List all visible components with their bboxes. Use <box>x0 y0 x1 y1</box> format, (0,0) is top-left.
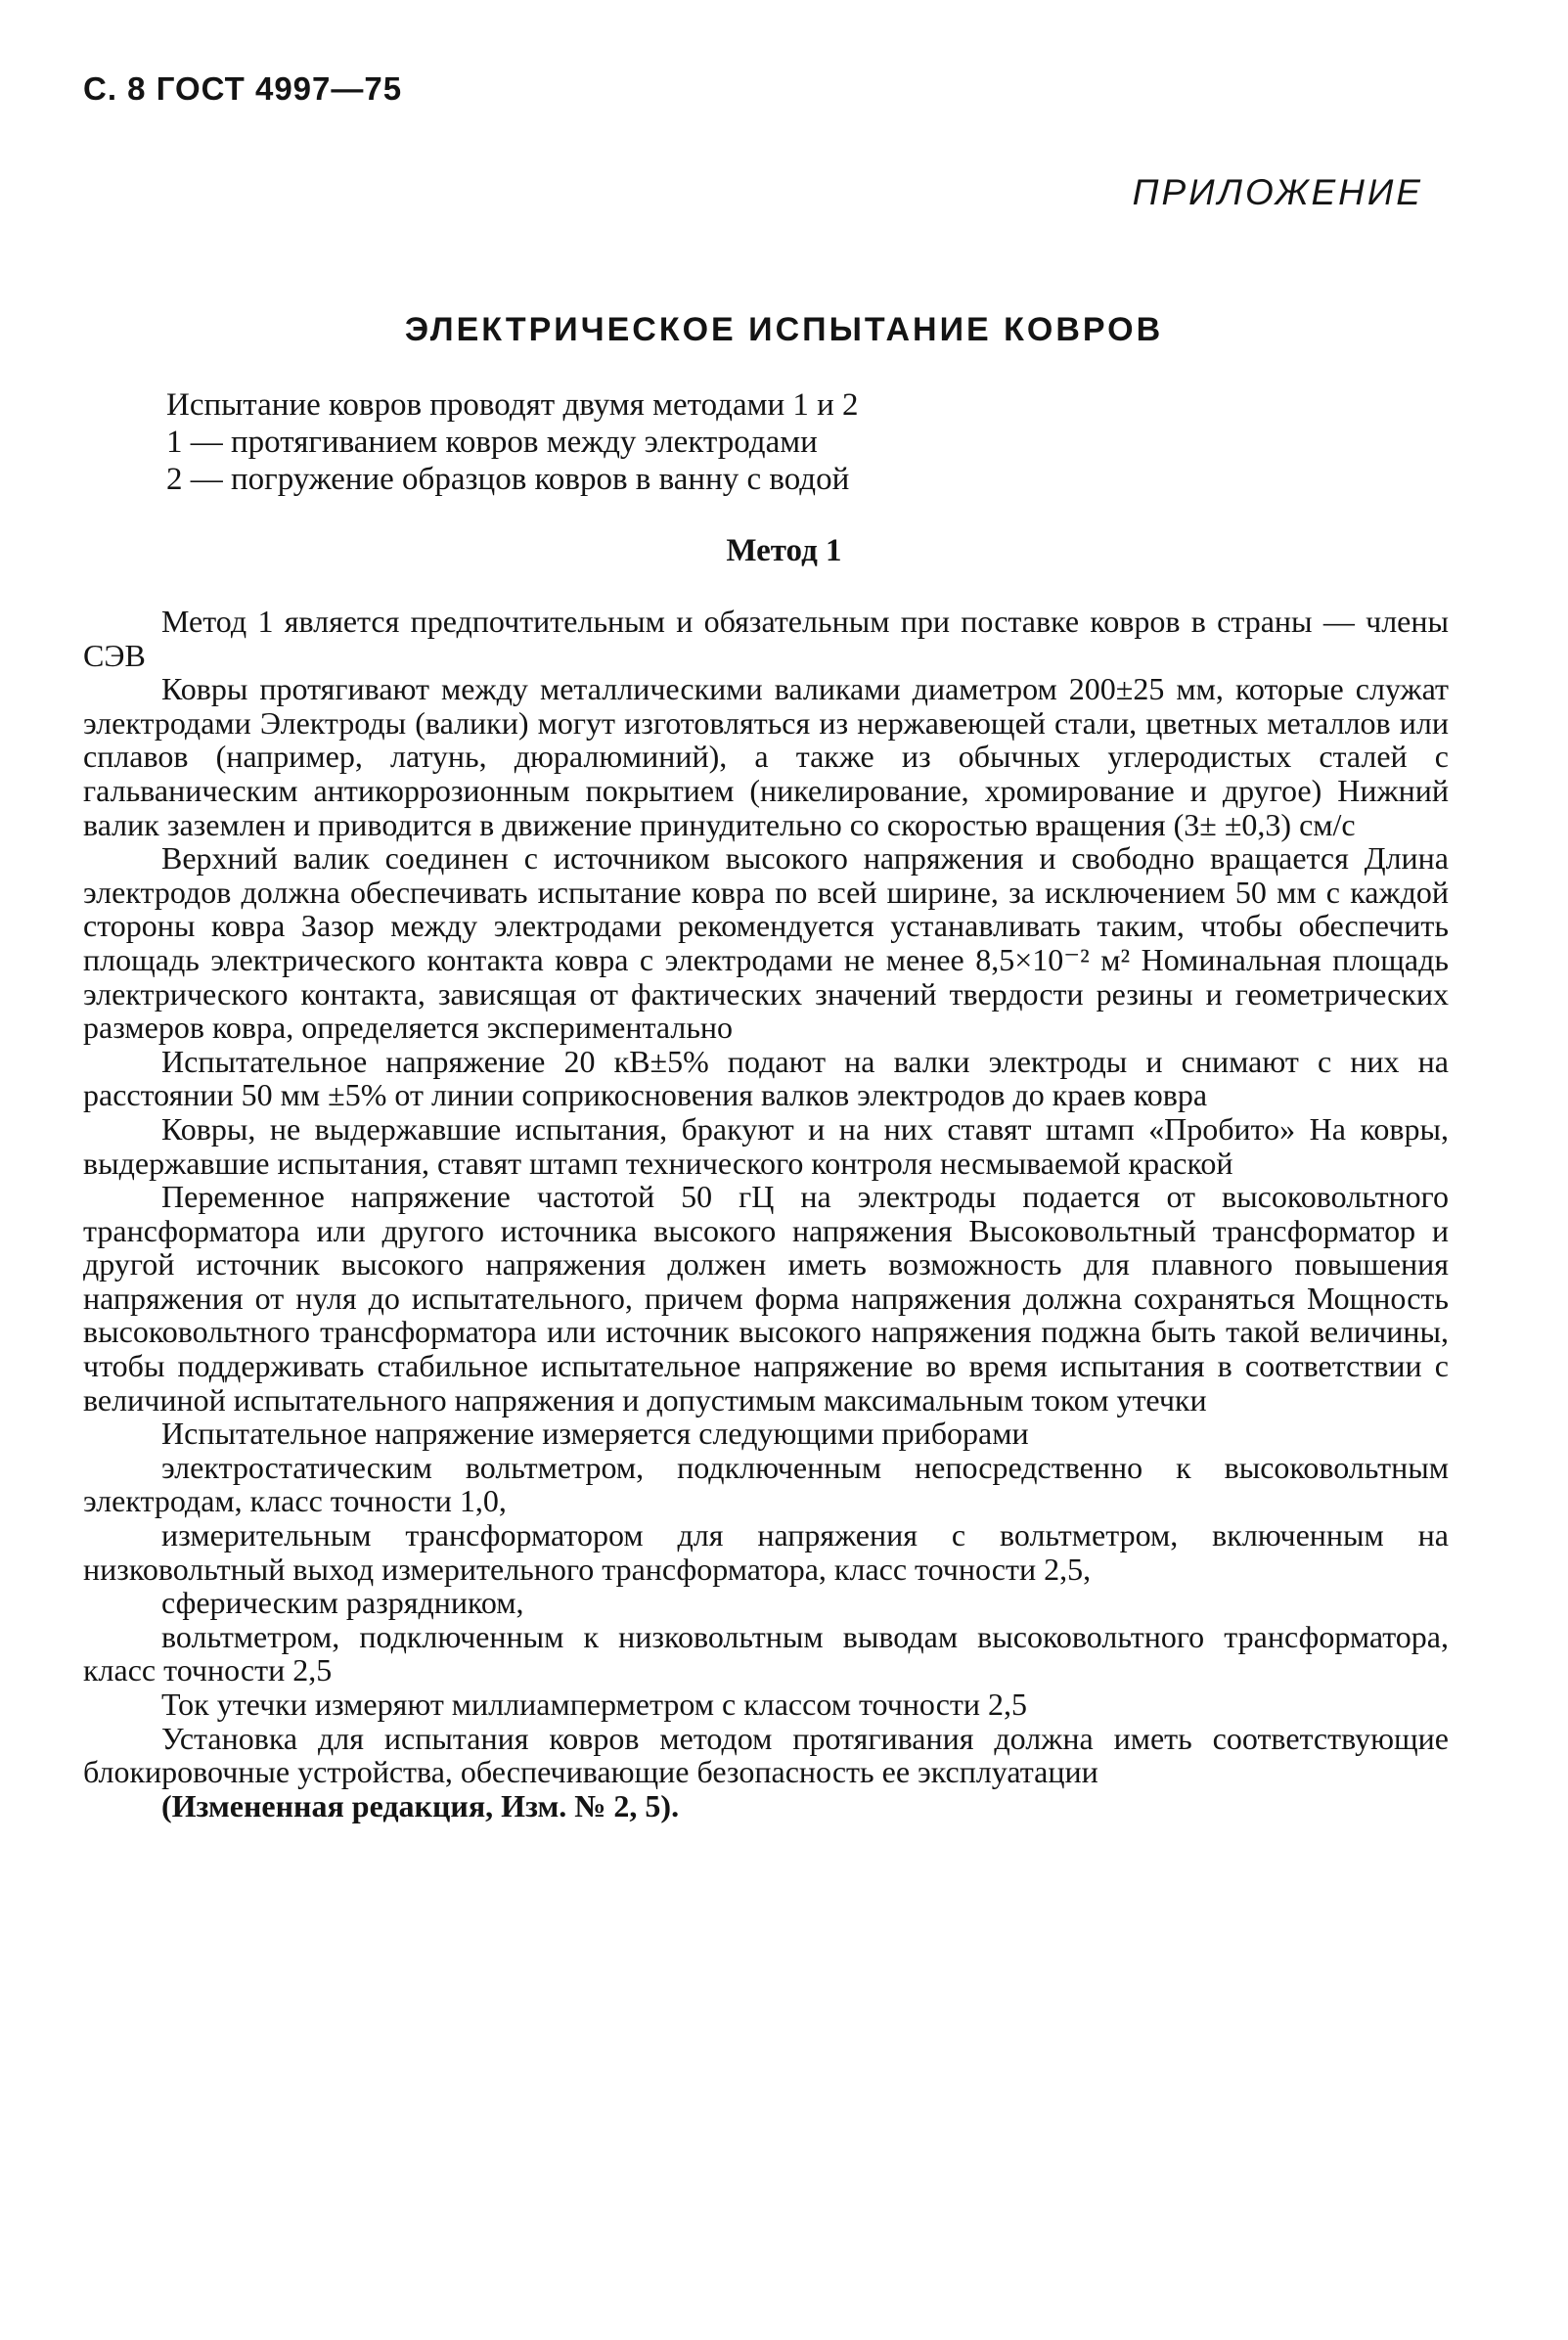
revision-note: (Измененная редакция, Изм. № 2, 5). <box>161 1787 680 1823</box>
list-item: электростатическим вольтметром, подключенным непосредственно к высоковольтным электродам, класс точности 1,0, <box>83 1449 1449 1519</box>
paragraph: Переменное напряжение частотой 50 гЦ на электроды подается от высоковольтного трансформатора или другого источника высокого напряжения Высоковольтный трансформатор и другой источник высокого напряжения должен иметь возможность для плавного повышения напряжения от нуля до испытательного, причем форма напряжения должна сохраняться Мощность высоковольтного трансформатора или источник высокого напряжения поджна быть такой величины, чтобы поддерживать стабильное испытательное напряжение во время испытания в соответствии с величиной испытательного напряжения и допустимым максимальным током утечки <box>83 1179 1449 1418</box>
section-title: ЭЛЕКТРИЧЕСКОЕ ИСПЫТАНИЕ КОВРОВ <box>404 311 1164 348</box>
paragraph: Верхний валик соединен с источником высокого напряжения и свободно вращается Длина электродов должна обеспечивать испытание ковра по всей ширине, за исключением 50 мм с каждой стороны ковра Зазор между электродами рекомендуется устанавливать таким, чтобы обеспечить площадь электрического контакта ковра с электродами не менее 8,5×10⁻² м² Номинальная площадь электрического контакта, зависящая от фактических значений твердости резины и геометрических размеров ковра, определяется экспериментально <box>83 840 1449 1046</box>
intro-line: 1 — протягиванием ковров между электродами <box>166 425 818 460</box>
list-item: измерительным трансформатором для напряжения с вольтметром, включенным на низковольтный выход измерительного трансформатора, класс точности 2,5, <box>83 1517 1449 1587</box>
intro-block <box>166 386 859 498</box>
paragraph: Метод 1 является предпочтительным и обязательным при поставке ковров в страны — члены СЭВ <box>83 604 1449 673</box>
page-header: С. 8 ГОСТ 4997—75 <box>83 70 403 107</box>
body-text <box>83 605 1449 1822</box>
intro-line: 2 — погружение образцов ковров в ванну с водой <box>166 462 850 497</box>
appendix-label: ПРИЛОЖЕНИЕ <box>1132 172 1423 212</box>
list-item: вольтметром, подключенным к низковольтным выводам высоковольтного трансформатора, класс точности 2,5 <box>83 1618 1449 1688</box>
paragraph: Ковры протягивают между металлическими валиками диаметром 200±25 мм, которые служат электродами Электроды (валики) могут изготовляться из нержавеющей стали, цветных металлов или сплавов (например, латунь, дюралюминий), а также из обычных углеродистых сталей с гальваническим антикоррозионным покрытием (никелирование, хромирование и другое) Нижний валик заземлен и приводится в движение принудительно со скоростью вращения (3± ±0,3) см/с <box>83 671 1449 842</box>
method-heading: Метод 1 <box>726 533 842 568</box>
paragraph: Установка для испытания ковров методом протягивания должна иметь соответствующие блокировочные устройства, обеспечивающие безопасность ее эксплуатации <box>83 1720 1449 1790</box>
paragraph: Испытательное напряжение 20 кВ±5% подают на валки электроды и снимают с них на расстоянии 50 мм ±5% от линии соприкосновения валков электродов до краев ковра <box>83 1043 1449 1113</box>
intro-line: Испытание ковров проводят двумя методами 1 и 2 <box>166 387 859 423</box>
list-item: сферическим разрядником, <box>161 1585 524 1621</box>
paragraph: Ток утечки измеряют миллиамперметром с классом точности 2,5 <box>161 1687 1028 1722</box>
paragraph: Испытательное напряжение измеряется следующими приборами <box>161 1416 1029 1452</box>
paragraph: Ковры, не выдержавшие испытания, бракуют и на них ставят штамп «Пробито» На ковры, выдержавшие испытания, ставят штамп технического контроля несмываемой краской <box>83 1110 1449 1181</box>
